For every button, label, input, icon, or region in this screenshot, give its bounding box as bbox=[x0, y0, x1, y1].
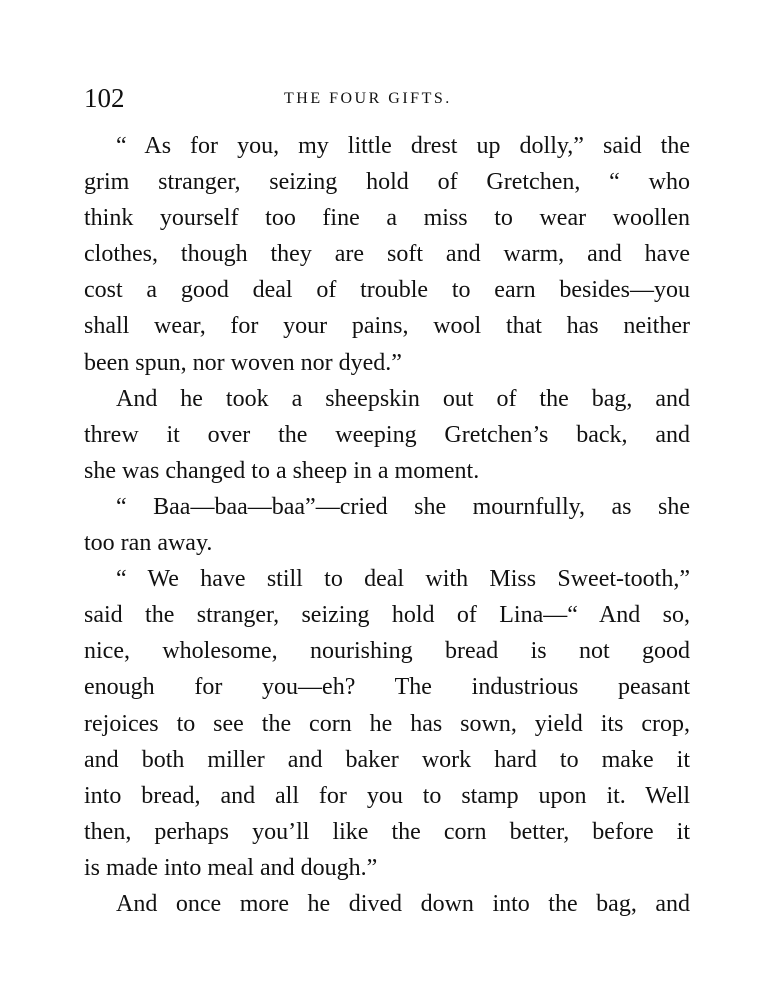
text-line: she was changed to a sheep in a moment. bbox=[84, 457, 480, 484]
running-head bbox=[84, 80, 690, 120]
text-line: nice, wholesome, nourishing bread is not good bbox=[84, 638, 690, 665]
text-line: “ As for you, my little drest up dolly,” said the bbox=[116, 133, 690, 159]
text-line: threw it over the weeping Gretchen’s back, and bbox=[84, 421, 690, 448]
text-line: clothes, though they are soft and warm, and have bbox=[84, 241, 690, 268]
running-title: THE FOUR GIFTS. bbox=[284, 90, 452, 107]
text-line: “ We have still to deal with Miss Sweet-tooth,” bbox=[116, 566, 690, 593]
body-text bbox=[84, 128, 690, 922]
text-line: enough for you—eh? The industrious peasant bbox=[84, 674, 690, 701]
text-line: into bread, and all for you to stamp upon it. Well bbox=[84, 782, 690, 809]
text-line: is made into meal and dough.” bbox=[84, 854, 378, 881]
text-line: grim stranger, seizing hold of Gretchen, “ who bbox=[84, 169, 690, 196]
text-line: think yourself too fine a miss to wear woollen bbox=[84, 205, 690, 232]
page-number: 102 bbox=[84, 83, 125, 113]
text-line: And he took a sheepskin out of the bag, and bbox=[116, 385, 690, 412]
text-line: “ Baa—baa—baa”—cried she mournfully, as she bbox=[116, 493, 690, 520]
text-line: rejoices to see the corn he has sown, yield its crop, bbox=[84, 710, 690, 737]
text-line: been spun, nor woven nor dyed.” bbox=[84, 349, 402, 376]
text-line: shall wear, for your pains, wool that has neither bbox=[84, 313, 690, 340]
text-line: cost a good deal of trouble to earn besides—you bbox=[84, 277, 690, 304]
text-line: said the stranger, seizing hold of Lina—“ And so, bbox=[84, 602, 690, 629]
text-line: and both miller and baker work hard to make it bbox=[84, 746, 690, 773]
text-line: too ran away. bbox=[84, 530, 213, 557]
text-line: then, perhaps you’ll like the corn better, before it bbox=[84, 818, 690, 845]
text-line: And once more he dived down into the bag, and bbox=[116, 890, 690, 917]
